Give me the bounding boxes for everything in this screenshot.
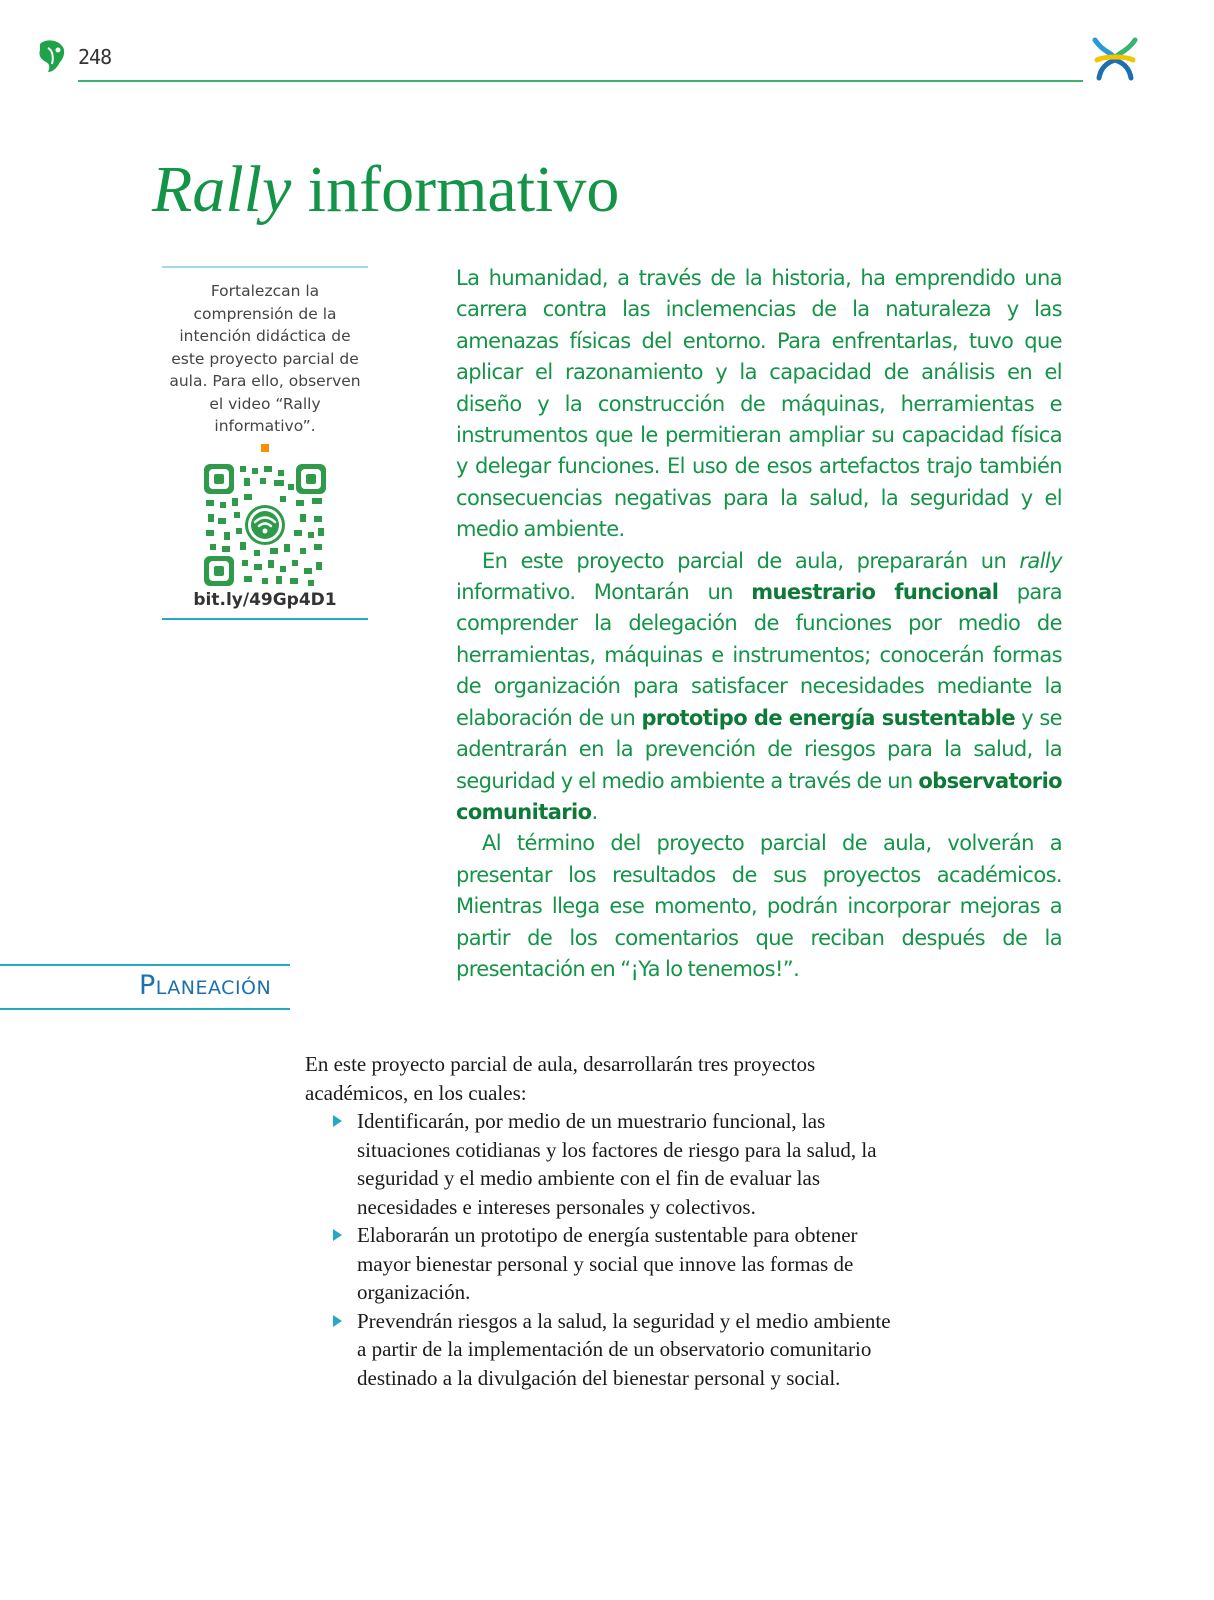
intro-p2-text-e: . [591, 799, 598, 824]
list-item-text: Identificarán, por medio de un muestrario funcional, las situaciones cotidianas y los factores de riesgo para la salud, la seguridad y el medio ambiente con el fin de evaluar las necesidades e intereses personales y colectivos. [357, 1109, 877, 1219]
triangle-bullet-icon [333, 1229, 342, 1241]
list-item [357, 1307, 905, 1393]
intro-p2-italic-rally: rally [1019, 548, 1062, 573]
sidebar-dot [261, 444, 269, 452]
intro-p2-text-d: y se adentrarán en la prevención de riesgos para la salud, la seguridad y el medio ambiente a través de un [456, 705, 1062, 793]
intro-p2-bold-observatorio: observatorio comunitario [456, 768, 1062, 824]
intro-p2-text-c: para comprender la delegación de funciones por medio de herramientas, máquinas e instrumentos; conocerán formas de organización para satisfacer necesidades mediante la elaboración de un [456, 580, 1062, 730]
triangle-bullet-icon [333, 1115, 342, 1127]
list-item-text: Prevendrán riesgos a la salud, la seguridad y el medio ambiente a partir de la implementación de un observatorio comunitario destinado a la divulgación del bienestar personal y social. [357, 1308, 891, 1390]
planeacion-rule-top [0, 964, 290, 966]
triangle-bullet-icon [333, 1315, 342, 1327]
qr-code-icon[interactable] [204, 464, 326, 586]
header-rule [78, 80, 1083, 82]
intro-paragraph-3: Al término del proyecto parcial de aula, volverán a presentar los resultados de sus proyectos académicos. Mientras llega ese momento, podrán incorporar mejoras a partir de los comentarios que reciban después de la presentación en “¡Ya lo tenemos!”. [456, 831, 1062, 981]
intro-p2-text-a: En este proyecto parcial de aula, prepararán un [482, 548, 1020, 573]
list-item-text: Elaborarán un prototipo de energía sustentable para obtener mayor bienestar personal y social que innove las formas de organización. [357, 1223, 858, 1304]
intro-p2-bold-muestrario: muestrario funcional [751, 580, 999, 605]
header-leaf-logo-icon [36, 38, 68, 74]
planeacion-list [305, 1107, 905, 1392]
video-sidebar [162, 266, 368, 620]
intro-paragraph-1: La humanidad, a través de la historia, ha emprendido una carrera contra las inclemencias de la naturaleza y las amenazas físicas del entorno. Para enfrentarlas, tuvo que aplicar el razonamiento y la capacidad de análisis en el diseño y la construcción de máquinas, herramientas e instrumentos que le permitieran ampliar su capacidad física y delegar funciones. El uso de esos artefactos trajo también consecuencias negativas para la salud, la seguridad y el medio ambiente. [456, 266, 1062, 542]
planeacion-heading: Planeación [139, 970, 272, 1001]
intro-p2-text-b: informativo. Montarán un [456, 580, 752, 605]
planeacion-body [305, 1050, 905, 1392]
page-number: 248 [78, 45, 112, 69]
intro-text [456, 263, 1062, 985]
list-item [357, 1221, 905, 1307]
page-title [152, 152, 619, 228]
planeacion-intro: En este proyecto parcial de aula, desarrollarán tres proyectos académicos, en los cuales: [305, 1052, 816, 1105]
sidebar-text: Fortalezcan la comprensión de la intención didáctica de este proyecto parcial de aula. Para ello, observen el video “Rally informativo”. [169, 282, 361, 435]
list-item [357, 1107, 905, 1221]
series-knot-logo-icon [1089, 34, 1141, 84]
intro-p2-bold-prototipo: prototipo de energía sustentable [641, 705, 1016, 730]
title-regular: informativo [307, 153, 620, 226]
video-link[interactable]: bit.ly/49Gp4D1 [193, 590, 337, 610]
planeacion-rule-bottom [0, 1008, 290, 1010]
intro-paragraph-2 [456, 546, 1062, 829]
title-italic: Rally [152, 153, 292, 226]
